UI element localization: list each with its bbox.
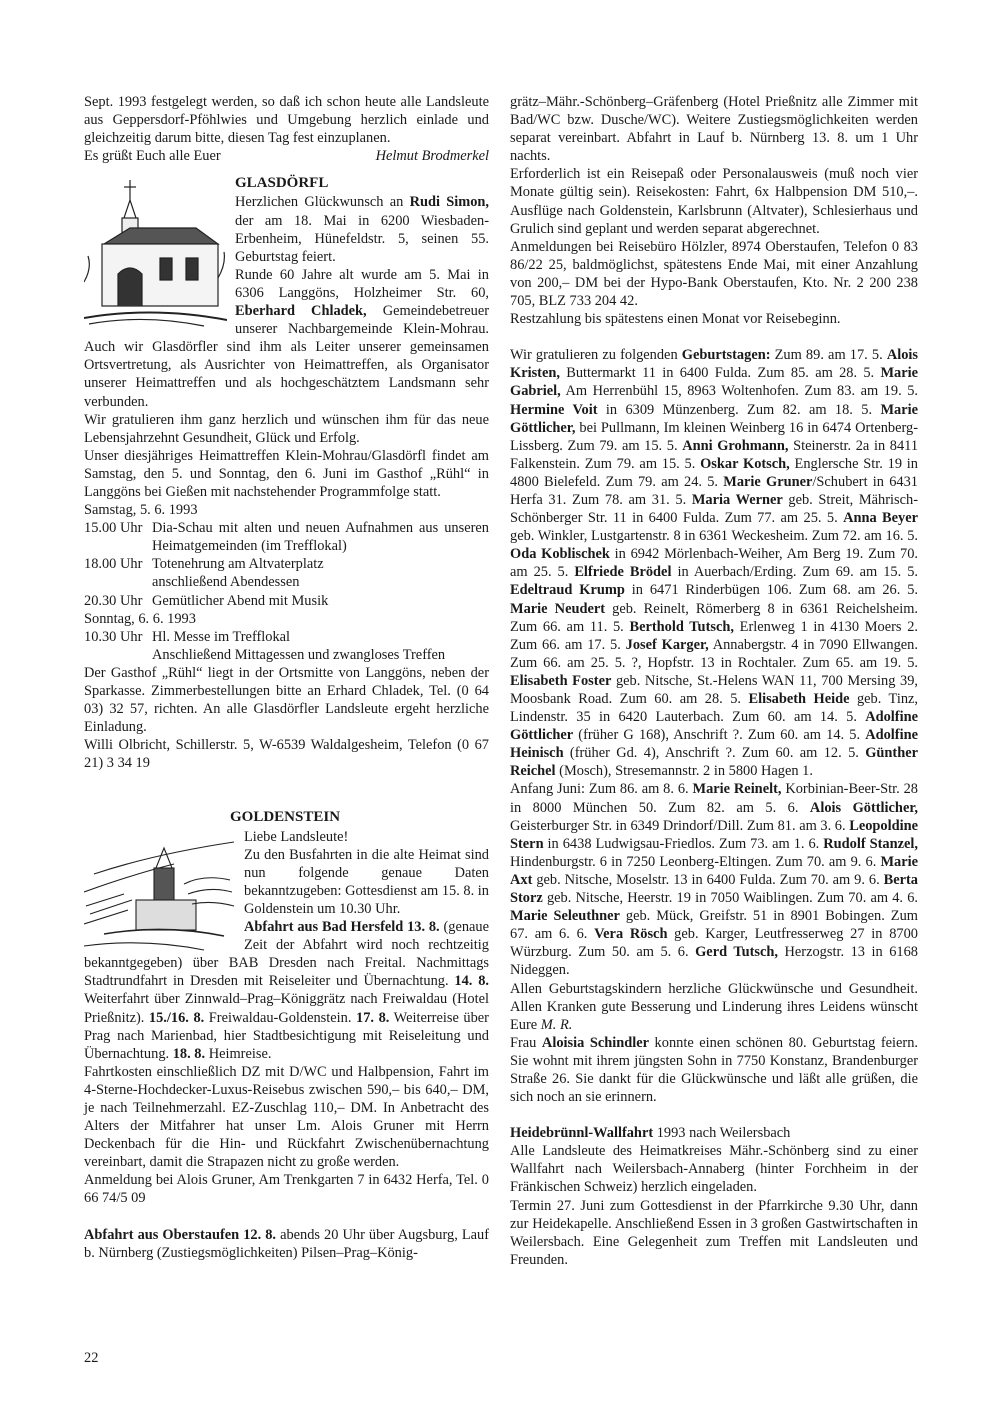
goldenstein-p1: Zu den Busfahrten in die alte Heimat sind nun folgende genaue Daten bekanntzugeben: Gottesdienst am 15. 8. in Goldenstein um 10.30 Uhr.: [244, 846, 489, 917]
greeting-text: Es grüßt Euch alle Euer: [84, 148, 221, 165]
glasdorfl-p1: Herzlichen Glückwunsch an Rudi Simon, der am 18. Mai in 6200 Wiesbaden-Erbenheim, Hünefeldstr. 5, seinen 55. Geburtstag feiert.: [235, 194, 490, 265]
wallfahrt-p2: Termin 27. Juni zum Gottesdienst in der Pfarrkirche 9.30 Uhr, dann zur Heidekapelle. Anschließend Essen in 3 großen Gastwirtschaften in Weilersbach. Eine Gelegenheit zum Treffen mit Landsleuten und Freunden.: [510, 1197, 918, 1268]
glasdorfl-section: [84, 174, 489, 772]
travel-p1: grätz–Mähr.-Schönberg–Gräfenberg (Hotel Prießnitz alle Zimmer mit Bad/WC bzw. Dusche/WC). Weitere Zustiegsmöglichkeiten werden separat vereinbart. Abfahrt in Lauf b. Nürnberg 13. 8. um 1 Uhr nachts.: [510, 94, 918, 165]
glasdorfl-p3: Wir gratulieren ihm ganz herzlich und wünschen ihm für das neue Lebensjahrzehnt Gesundheit, Glück und Erfolg.: [84, 411, 489, 446]
left-column: [84, 93, 489, 1262]
glasdorfl-p6: Willi Olbricht, Schillerstr. 5, W-6539 Waldalgesheim, Telefon (0 67 21) 3 34 19: [84, 737, 489, 772]
program-day2: Sonntag, 6. 6. 1993: [84, 610, 196, 627]
glasdorfl-heading: GLASDÖRFL: [235, 175, 329, 192]
greeting-signature: Helmut Brodmerkel: [375, 148, 489, 165]
travel-p3: Anmeldungen bei Reisebüro Hölzler, 8974 Oberstaufen, Telefon 0 83 86/22 25, baldmöglichst, spätestens Ende Mai, mit einer Anzahlung von 200,– DM bei der Hypo-Bank Oberstaufen, Kto. Nr. 2 200 238 705, BLZ 733 204 42.: [510, 238, 918, 310]
intro-paragraph: Sept. 1993 festgelegt werden, so daß ich schon heute alle Landsleute aus Geppersdorf-Pföhlwies und Umgebung herzlich einlade und gleichzeitig darum bitte, diesen Tag fest einzuplanen.: [84, 94, 489, 147]
wallfahrt-p1: Alle Landsleute des Heimatkreises Mähr.-Schönberg sind zu einer Wallfahrt nach Weilersbach-Annaberg (hinter Forchheim in der Fränkischen Schweiz) herzlich eingeladen.: [510, 1143, 918, 1196]
goldenstein-section: [84, 808, 489, 1261]
glasdorfl-p2: Runde 60 Jahre alt wurde am 5. Mai in 6306 Langgöns, Holzheimer Str. 60, Eberhard Chladek, Gemeindebetreuer unserer Nachbargemeinde Klein-Mohrau. Auch wir Glasdörfler sind ihm als Leiter unserer gemeinsamen Ortsvertretung, als Ausrichter von Heimattreffen, als Organisator unserer Heimattreffen und als hochgeschätztem Landsmann sehr verbunden.: [84, 266, 489, 410]
program-item: 15.00 Uhr Dia-Schau mit alten und neuen Aufnahmen aus unseren Heimatgemeinden (im Trefflokal): [84, 520, 489, 555]
wishes-paragraph: Allen Geburtstagskindern herzliche Glückwünsche und Gesundheit. Allen Kranken gute Besserung und Linderung ihres Leidens wünscht Eure M. R.: [510, 980, 918, 1033]
goldenstein-illustration: [84, 834, 236, 954]
goldenstein-salutation: Liebe Landsleute!: [244, 828, 349, 845]
goldenstein-p4: Anmeldung bei Alois Gruner, Am Trenkgarten 7 in 6432 Herfa, Tel. 0 66 74/5 09: [84, 1172, 489, 1207]
birthdays-may: Wir gratulieren zu folgenden Geburtstagen: Zum 89. am 17. 5. Alois Kristen, Buttermarkt 11 in 6400 Fulda. Zum 85. am 28. 5. Marie Gabriel, Am Herrenbühl 15, 8963 Woltenhofen. Zum 83. am 19. 5. Hermine Voit in 6309 Münzenberg. Zum 82. am 18. 5. Marie Göttlicher, bei Pullmann, Im kleinen Weinberg 16 in 6474 Ortenberg-Lissberg. Zum 79. am 15. 5. Anni Grohmann, Steinerstr. 2a in 8411 Falkenstein. Zum 79. am 15. 5. Oskar Kotsch, Englersche Str. 19 in 4800 Bielefeld. Zum 79. am 24. 5. Marie Gruner/Schubert in 6431 Herfa 31. Zum 78. am 31. 5. Maria Werner geb. Streit, Mährisch-Schönberger Str. 11 in 6400 Fulda. Zum 77. am 25. 5. Anna Beyer geb. Winkler, Lustgartenstr. 8 in 6361 Weckesheim. Zum 72. am 16. 5. Oda Koblischek in 6942 Mörlenbach-Weiher, Am Berg 19. Zum 70. am 25. 5. Elfriede Brödel in Auerbach/Erding. Zum 69. am 15. 5. Edeltraud Krump in 6471 Rinderbügen 106. Zum 68. am 26. 5. Marie Neudert geb. Reinelt, Römerberg 8 in 6361 Reichelsheim. Zum 66. am 11. 5. Berthold Tutsch, Erlenweg 1 in 4130 Moers 2. Zum 66. am 17. 5. Josef Karger, Annabergstr. 4 in 7090 Ellwangen. Zum 66. am 25. 5. ?, Hopfstr. 13 in Rochtaler. Zum 65. am 19. 5. Elisabeth Foster geb. Nitsche, St.-Helens WAN 11, 700 Mersing 39, Moosbank Road. Zum 60. am 28. 5. Elisabeth Heide geb. Tinz, Lindenstr. 35 in 6420 Lauterbach. Zum 60. am 14. 5. Adolfine Göttlicher (früher G 168), Anschrift ?. Zum 60. am 14. 5. Adolfine Heinisch (früher Gd. 4), Anschrift ?. Zum 60. am 12. 5. Günther Reichel (Mosch), Stresemannstr. 2 in 5800 Hagen 1.: [510, 347, 919, 780]
program-item-cont: Anschließend Mittagessen und zwangloses Treffen: [152, 646, 446, 663]
program-day1: Samstag, 5. 6. 1993: [84, 502, 198, 519]
program-item: 20.30 Uhr Gemütlicher Abend mit Musik: [84, 592, 329, 609]
wallfahrt-heading: Heidebrünnl-Wallfahrt 1993 nach Weilersbach: [510, 1125, 791, 1142]
goldenstein-heading: GOLDENSTEIN: [230, 809, 341, 826]
glasdorfl-p5: Der Gasthof „Rühl“ liegt in der Ortsmitte von Langgöns, neben der Sparkasse. Zimmerbestellungen bitte an Erhard Chladek, Tel. (0 64 03) 32 57, richten. An alle Glasdörfler Landsleute ergeht herzliche Einladung.: [84, 664, 489, 736]
goldenstein-p2: Abfahrt aus Bad Hersfeld 13. 8. (genaue Zeit der Abfahrt wird noch rechtzeitig bekanntgegeben) über BAB Dresden nach Freital. Nachmittags Stadtrundfahrt in Dresden mit Reiseleiter und Übernachtung. 14. 8. Weiterfahrt über Zinnwald–Prag–Königgrätz nach Freiwaldau (Hotel Prießnitz). 15./16. 8. Freiwaldau-Goldenstein. 17. 8. Weiterreise über Prag nach Marienbad, hier Stadtbesichtigung mit Reiseleitung und Übernachtung. 18. 8. Heimreise.: [84, 919, 490, 1062]
program-item-cont: anschließend Abendessen: [152, 574, 300, 591]
goldenstein-p3: Fahrtkosten einschließlich DZ mit D/WC und Halbpension, Fahrt im 4-Sterne-Hochdecker-Luxus-Reisebus zwischen 590,– bis 640,– DM, je nach Teilnehmerzahl. EZ-Zuschlag 110,– DM. In Anbetracht des Alters der Mitfahrer hat unser Lm. Alois Gruner mit Herrn Deckenbach für die Hin- und Rückfahrt Zwischenübernachtung vereinbart, damit die Strapazen nicht zu große werden.: [84, 1063, 489, 1171]
goldenstein-p5: Abfahrt aus Oberstaufen 12. 8. abends 20 Uhr über Augsburg, Lauf b. Nürnberg (Zustiegsmöglichkeiten) Pilsen–Prag–König-: [84, 1226, 489, 1261]
aloisia-paragraph: Frau Aloisia Schindler konnte einen schönen 80. Geburtstag feiern. Sie wohnt mit ihrem jüngsten Sohn in 7750 Konstanz, Brandenburger Straße 26. Sie dankt für die Glückwünsche und läßt alle grüßen, die sich noch an sie erinnern.: [510, 1034, 918, 1106]
birthdays-june: Anfang Juni: Zum 86. am 8. 6. Marie Reinelt, Korbinian-Beer-Str. 28 in 8000 München 50. Zum 82. am 5. 6. Alois Göttlicher, Geisterburger Str. in 6349 Drindorf/Dill. Zum 81. am 3. 6. Leopoldine Stern in 6438 Ludwigsau-Friedlos. Zum 73. am 1. 6. Rudolf Stanzel, Hindenburgstr. 6 in 7250 Leonberg-Eltingen. Zum 70. am 9. 6. Marie Axt geb. Nitsche, Moselstr. 13 in 6400 Fulda. Zum 70. am 9. 6. Berta Storz geb. Nitsche, Heerstr. 19 in 7050 Waiblingen. Zum 70. am 4. 6. Marie Seleuthner geb. Mück, Greifstr. 51 in 8901 Bobingen. Zum 67. am 6. 6. Vera Rösch geb. Karger, Leutfresserweg 27 in 8700 Würzburg. Zum 50. am 5. 6. Gerd Tutsch, Herzogstr. 13 in 6168 Nideggen.: [510, 781, 919, 979]
program-item: 10.30 Uhr Hl. Messe im Trefflokal: [84, 628, 291, 645]
right-column: [510, 93, 918, 1269]
program-item: 18.00 Uhr Totenehrung am Altvaterplatz: [84, 556, 324, 573]
page-number: 22: [84, 1350, 99, 1366]
greeting-line: [84, 147, 489, 165]
travel-p4: Restzahlung bis spätestens einen Monat vor Reisebeginn.: [510, 311, 841, 328]
glasdorfl-p4: Unser diesjähriges Heimattreffen Klein-Mohrau/Glasdörfl findet am Samstag, den 5. und Sonntag, den 6. Juni im Gasthof „Rühl“ in Langgöns bei Gießen mit nachstehender Programmfolge statt.: [84, 447, 489, 500]
chapel-illustration: [84, 178, 227, 328]
travel-p2: Erforderlich ist ein Reisepaß oder Personalausweis (muß noch vier Monate gültig sein). Reisekosten: Fahrt, 6x Halbpension DM 510,–. Ausflüge nach Goldenstein, Karlsbrunn (Altvater), Schlesierhaus und Grulich sind geplant und werden separat abgerechnet.: [510, 166, 918, 237]
